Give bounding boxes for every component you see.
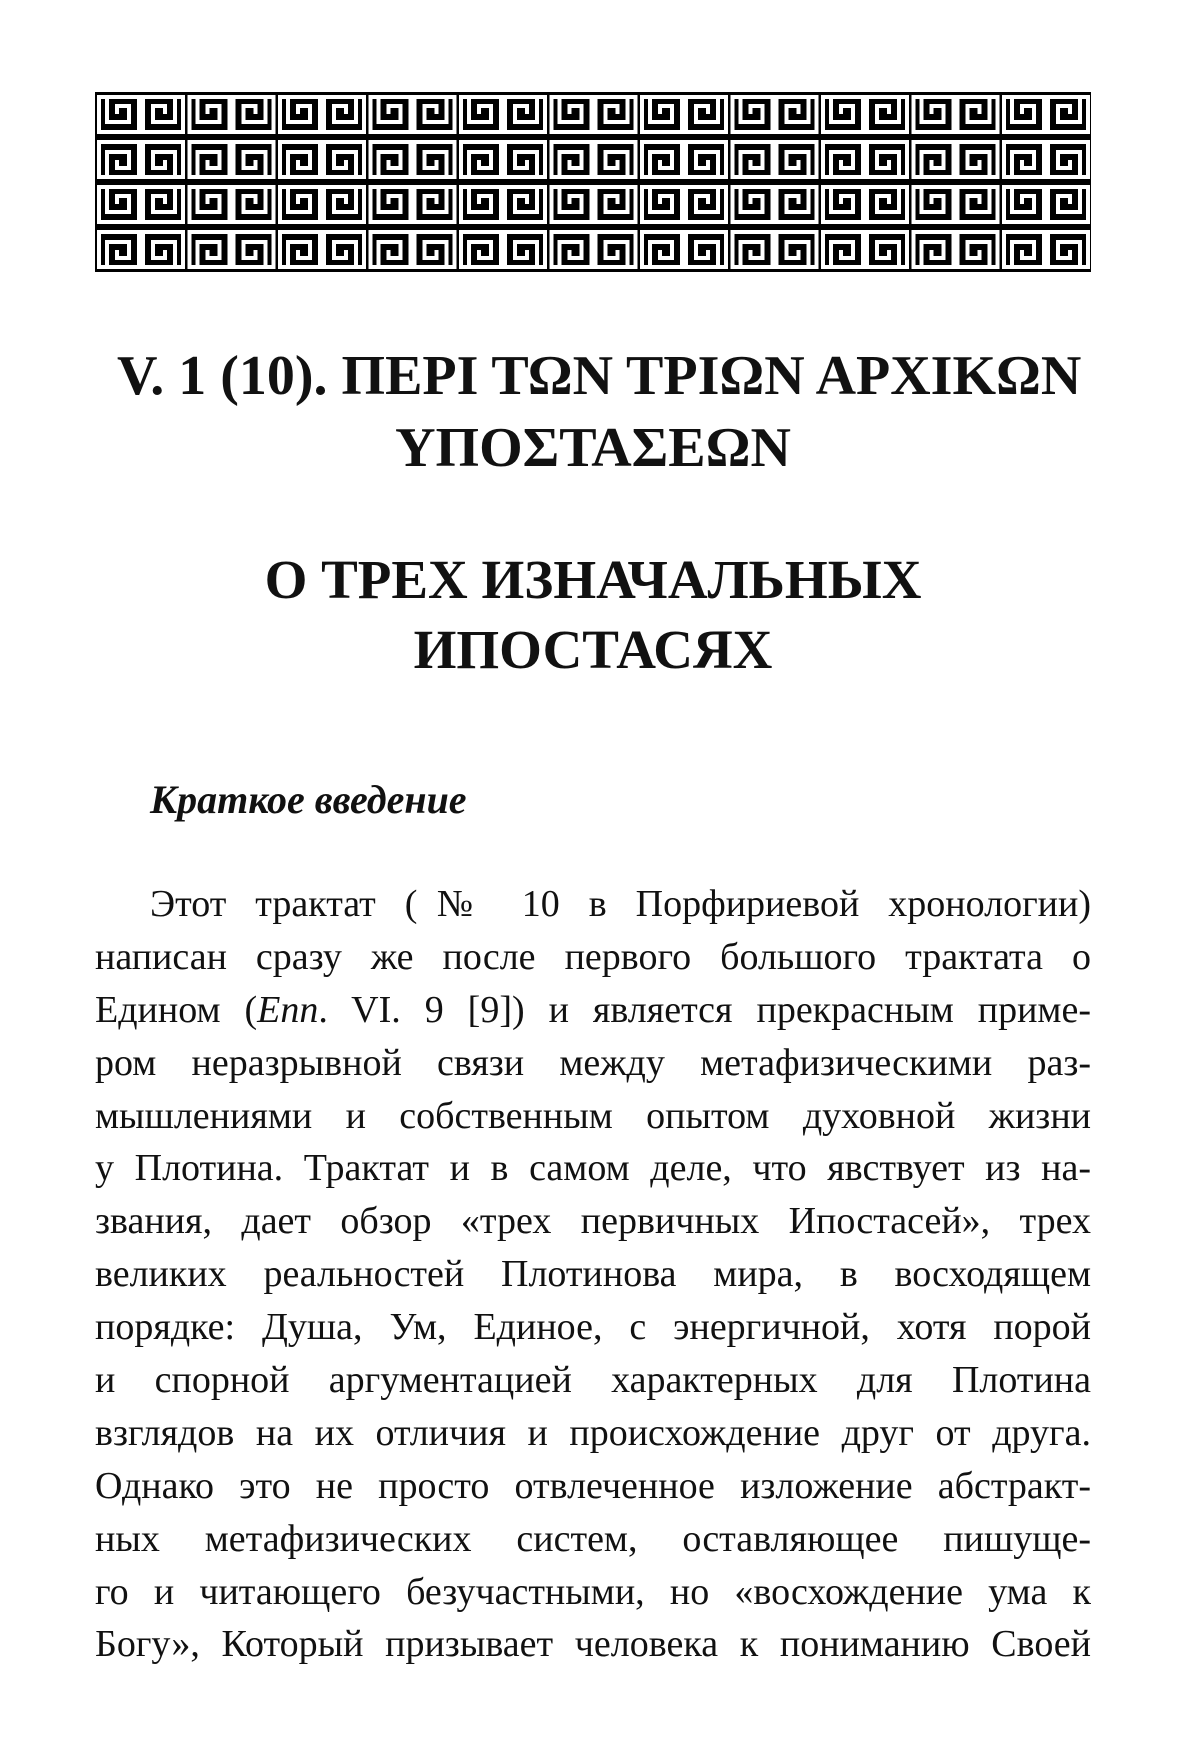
paragraph-line-13: ных метафизических систем, оставляющее пишуще- <box>95 1517 1091 1560</box>
paragraph-line-11: взглядов на их отличия и происхождение друг от друга. <box>95 1411 1091 1454</box>
paragraph-line-8: великих реальностей Плотинова мира, в восходящем <box>95 1253 1091 1296</box>
paragraph-line-9: порядке: Душа, Ум, Единое, с энергичной, хотя порой <box>95 1306 1091 1349</box>
greek-title <box>95 340 1091 484</box>
paragraph-line-5: мышлениями и собственным опытом духовной жизни <box>95 1094 1091 1137</box>
paragraph-line-12: Однако это не просто отвлеченное изложение абстракт- <box>95 1464 1091 1507</box>
paragraph-line-1: Этот трактат (№ 10 в Порфириевой хронологии) <box>150 883 1091 925</box>
greek-key-ornament <box>95 92 1091 272</box>
greek-title-line-1: V. 1 (10). ΠΕΡΙ ΤΩΝ ΤΡΙΩΝ ΑΡΧΙΚΩΝ <box>117 345 1082 407</box>
greek-key-ornament-graphic <box>95 92 1091 272</box>
paragraph-line-3-part-2: . VI. 9 [9]) и является прекрасным приме- <box>318 988 1091 1031</box>
intro-paragraph <box>95 878 1091 1671</box>
russian-title-line-1: О ТРЕХ ИЗНАЧАЛЬНЫХ <box>264 549 922 610</box>
russian-title-line-2: ИПОСТАСЯХ <box>413 619 773 680</box>
paragraph-line-6: у Плотина. Трактат и в самом деле, что явствует из на- <box>95 1147 1091 1190</box>
russian-title <box>95 545 1091 685</box>
greek-title-line-2: ΥΠΟΣΤΑΣΕΩΝ <box>395 417 791 479</box>
section-subtitle: Краткое введение <box>150 777 467 822</box>
paragraph-line-3 <box>95 984 1091 1037</box>
paragraph-line-10: и спорной аргументацией характерных для Плотина <box>95 1359 1091 1402</box>
paragraph-line-15: Богу», Который призывает человека к пониманию Своей <box>95 1623 1091 1666</box>
paragraph-line-7: звания, дает обзор «трех первичных Ипостасей», трех <box>95 1200 1091 1243</box>
paragraph-line-14: го и читающего безучастными, но «восхождение ума к <box>95 1570 1091 1613</box>
paragraph-line-2: написан сразу же после первого большого трактата о <box>95 935 1091 978</box>
paragraph-line-3-part-1: Едином ( <box>95 988 258 1031</box>
paragraph-line-4: ром неразрывной связи между метафизическими раз- <box>95 1041 1091 1084</box>
paragraph-line-3-italic: Enn <box>257 988 319 1031</box>
